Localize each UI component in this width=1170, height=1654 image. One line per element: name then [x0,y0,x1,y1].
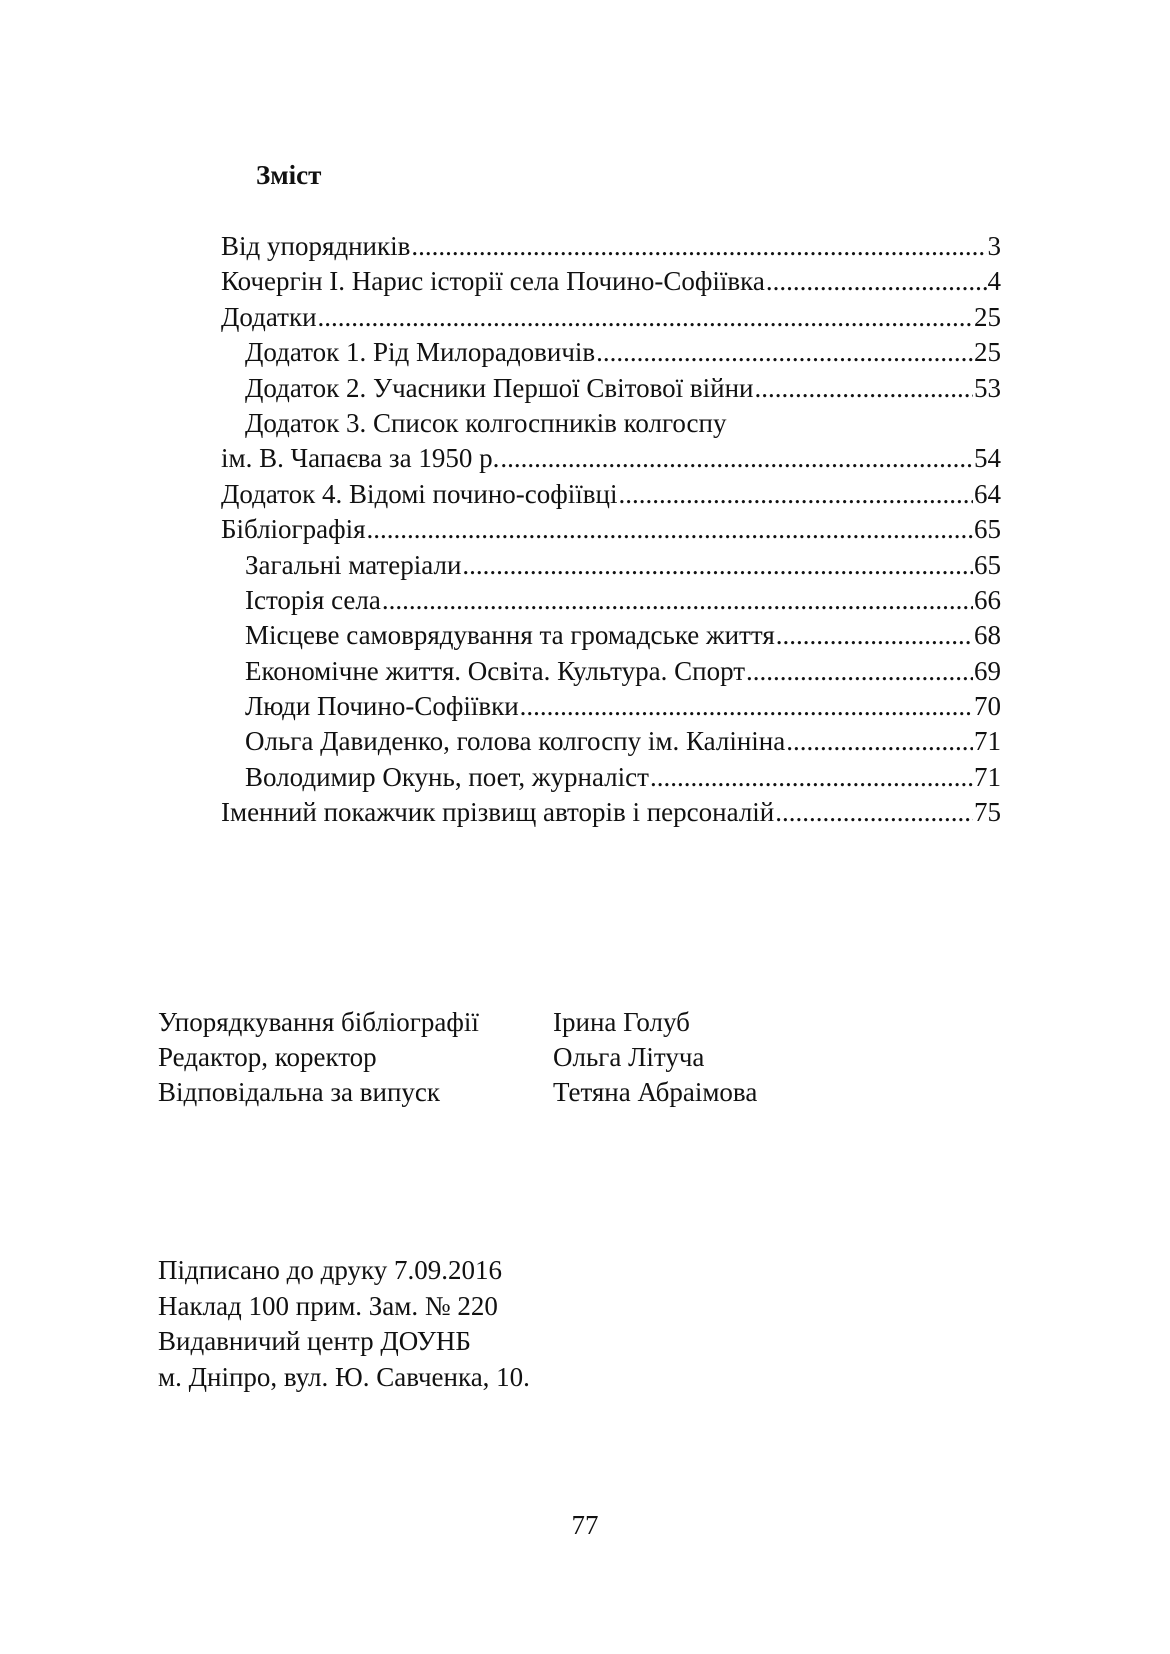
toc-entry-page: 53 [974,372,1001,403]
toc-entry [221,335,1001,370]
toc-entry [221,689,1001,724]
toc-entry [221,548,1001,583]
toc-entry-title: Додаток 1. Рід Милорадовичів [245,337,596,368]
toc-entry [221,406,1001,441]
toc-entry-page: 66 [974,584,1001,615]
toc-leader-dots [462,548,973,583]
toc-leader-dots [367,512,973,547]
toc-entry-page: 25 [974,301,1001,332]
toc-entry-title: Історія села [245,584,381,615]
toc-leader-dots [766,264,987,299]
toc-entry [221,654,1001,689]
toc-entry-title: Додаток 2. Учасники Першої Світової війни [245,372,754,403]
credit-row [158,1005,757,1040]
toc-title: Зміст [256,160,322,190]
toc-entry-title: Люди Почино-Софіївки [245,691,519,722]
toc-entry [221,618,1001,653]
toc-entry-title: Ольга Давиденко, голова колгоспу ім. Калініна [245,726,786,757]
toc-entry-title: Загальні матеріали [245,549,462,580]
toc-leader-dots [382,583,973,618]
toc-leader-dots [776,618,973,653]
toc-leader-dots [618,477,973,512]
credit-row [158,1075,757,1110]
imprint-line: Наклад 100 прим. Зам. № 220 [158,1290,498,1321]
toc-entry [221,512,1001,547]
imprint-line: Видавничий центр ДОУНБ [158,1326,471,1356]
credit-role: Відповідальна за випуск [158,1077,441,1107]
toc-leader-dots [786,724,973,759]
toc-entry-page: 75 [974,797,1001,828]
toc-entry-page: 71 [974,726,1001,757]
toc-entry-title: Місцеве самоврядування та громадське життя [245,620,775,651]
toc-leader-dots [411,229,986,264]
toc-leader-dots [775,795,973,830]
toc-leader-dots [596,335,973,370]
credit-name: Ірина Голуб [553,1007,690,1037]
toc-entry [221,300,1001,335]
imprint-block [158,1253,530,1395]
imprint-line: м. Дніпро, вул. Ю. Савченка, 10. [158,1361,530,1392]
credits-block [158,1005,757,1110]
toc-entry [221,583,1001,618]
toc-entry-page: 4 [987,266,1001,297]
toc-entry-title: Додаток 4. Відомі почино-софіївці [221,478,618,509]
credit-row [158,1040,757,1075]
credit-role: Редактор, коректор [158,1042,377,1072]
toc-entry [221,229,1001,264]
toc-leader-dots [500,441,973,476]
credit-name: Тетяна Абраімова [553,1077,758,1107]
toc-entry-page: 3 [987,231,1001,261]
toc-entry-page: 25 [974,337,1001,368]
toc-entry-page: 65 [974,549,1001,580]
toc-entry-title: Від упорядників [221,231,411,261]
toc-entry-title: Додаток 3. Список колгоспників колгоспу [245,407,727,438]
toc-entry-title: Бібліографія [221,514,366,545]
toc-entry [221,724,1001,759]
toc-entry-page: 68 [974,620,1001,651]
toc-entry [221,760,1001,795]
toc-entry [221,371,1001,406]
imprint-line: Підписано до друку 7.09.2016 [158,1255,502,1285]
toc-leader-dots [650,760,973,795]
toc-entry-title: Додатки [221,301,317,332]
toc-leader-dots [318,300,973,335]
credit-role: Упорядкування бібліографії [158,1007,479,1037]
toc-entry-title: Економічне життя. Освіта. Культура. Спорт [245,655,746,686]
credit-name: Ольга Літуча [553,1042,705,1072]
toc-entry-page: 64 [974,478,1001,509]
toc-entry [221,441,1001,476]
toc-entry-page: 69 [974,655,1001,686]
toc-entry-page: 70 [974,691,1001,722]
toc-entry-page: 54 [974,443,1001,474]
toc-entry-title: Володимир Окунь, поет, журналіст [245,761,649,792]
toc-leader-dots [746,654,973,689]
toc-entry-title: Кочергін І. Нарис історії села Почино-Софіївка [221,266,765,297]
table-of-contents [221,229,1001,831]
toc-entry-page: 71 [974,761,1001,792]
toc-entry-title: Іменний покажчик прізвищ авторів і персоналій [221,797,775,828]
toc-leader-dots [520,689,973,724]
toc-leader-dots [755,371,974,406]
toc-entry [221,795,1001,830]
toc-entry [221,477,1001,512]
toc-entry-page: 65 [974,514,1001,545]
toc-entry [221,264,1001,299]
toc-entry-title: ім. В. Чапаєва за 1950 р. [221,443,500,474]
page-number: 77 [571,1510,599,1540]
